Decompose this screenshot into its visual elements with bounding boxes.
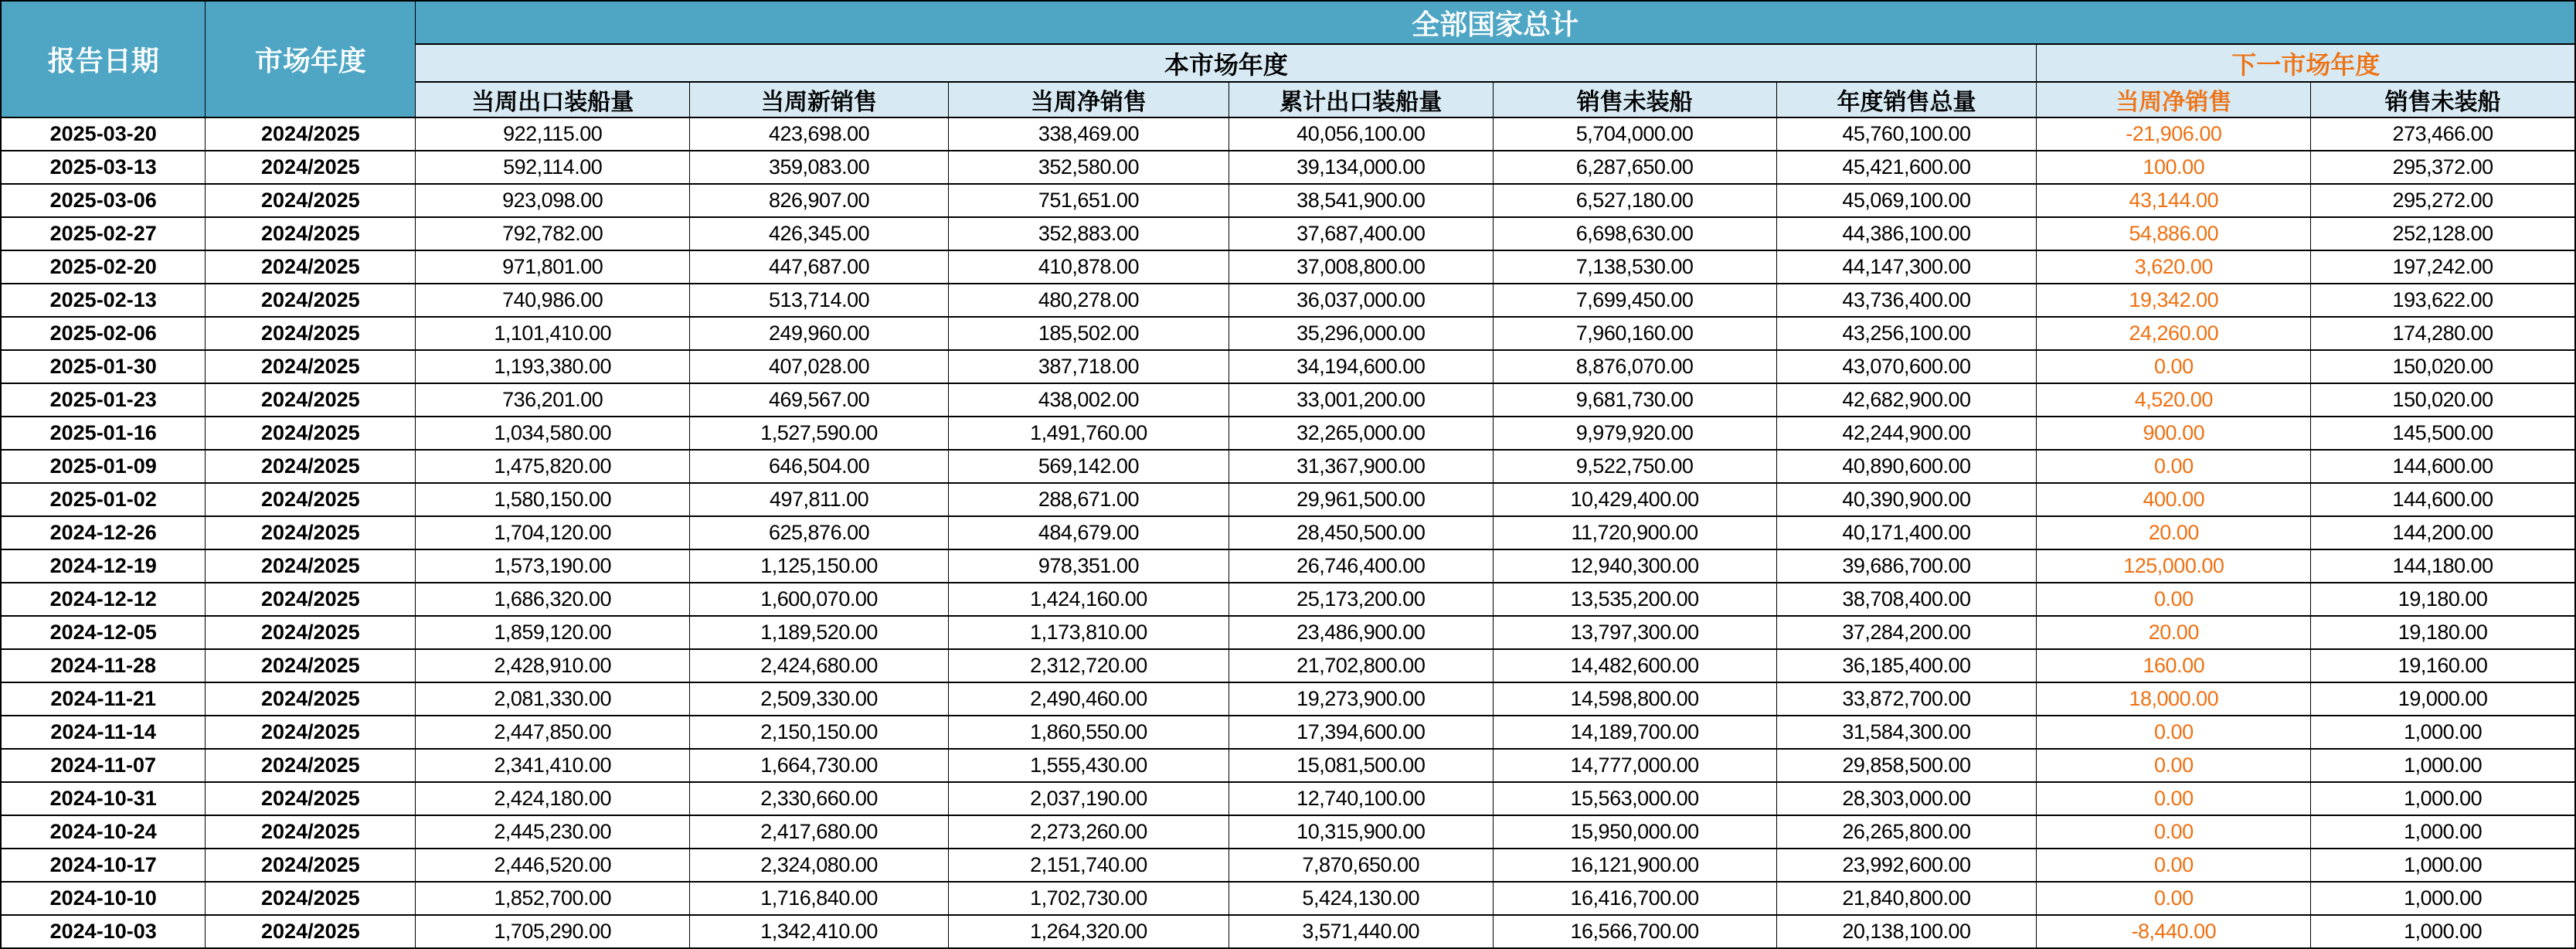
table-row <box>1 417 2575 450</box>
cell-value: 26,746,400.00 <box>1229 549 1493 583</box>
cell-value: 44,147,300.00 <box>1776 250 2037 284</box>
table-header <box>1 1 2575 117</box>
cell-market-year: 2024/2025 <box>206 649 416 682</box>
cell-value: 7,138,530.00 <box>1493 250 1776 284</box>
cell-report-date: 2024-12-12 <box>1 583 206 616</box>
table-row <box>1 583 2575 616</box>
cell-value: 145,500.00 <box>2311 417 2575 450</box>
cell-value: 1,860,550.00 <box>948 716 1229 749</box>
cell-value: 15,081,500.00 <box>1229 749 1493 782</box>
table-row <box>1 749 2575 782</box>
cell-value: 410,878.00 <box>948 250 1229 284</box>
cell-value: 19,342.00 <box>2037 284 2311 317</box>
cell-value: 14,482,600.00 <box>1493 649 1776 682</box>
cell-value: 34,194,600.00 <box>1229 350 1493 383</box>
cell-market-year: 2024/2025 <box>206 217 416 250</box>
cell-value: 1,000.00 <box>2311 716 2575 749</box>
cell-value: 6,287,650.00 <box>1493 151 1776 184</box>
cell-value: 1,125,150.00 <box>690 549 949 583</box>
cell-value: 16,121,900.00 <box>1493 849 1776 882</box>
cell-report-date: 2025-03-20 <box>1 117 206 151</box>
cell-market-year: 2024/2025 <box>206 450 416 483</box>
cell-value: 1,716,840.00 <box>690 882 949 915</box>
cell-value: 25,173,200.00 <box>1229 583 1493 616</box>
cell-value: 922,115.00 <box>416 117 690 151</box>
table-body <box>1 117 2575 948</box>
cell-value: 20,138,100.00 <box>1776 915 2037 948</box>
cell-value: 2,509,330.00 <box>690 682 949 716</box>
cell-value: 359,083.00 <box>690 151 949 184</box>
cell-report-date: 2025-01-23 <box>1 383 206 417</box>
cell-value: 19,180.00 <box>2311 583 2575 616</box>
header-report-date: 报告日期 <box>1 1 206 117</box>
cell-value: 1,555,430.00 <box>948 749 1229 782</box>
cell-value: 497,811.00 <box>690 483 949 516</box>
cell-market-year: 2024/2025 <box>206 583 416 616</box>
cell-value: 28,303,000.00 <box>1776 782 2037 815</box>
cell-market-year: 2024/2025 <box>206 749 416 782</box>
cell-value: 19,000.00 <box>2311 682 2575 716</box>
table-row <box>1 284 2575 317</box>
cell-value: 0.00 <box>2037 450 2311 483</box>
cell-value: 4,520.00 <box>2037 383 2311 417</box>
cell-value: 37,687,400.00 <box>1229 217 1493 250</box>
cell-value: 1,600,070.00 <box>690 583 949 616</box>
cell-value: 11,720,900.00 <box>1493 516 1776 549</box>
cell-market-year: 2024/2025 <box>206 815 416 849</box>
cell-value: 9,522,750.00 <box>1493 450 1776 483</box>
cell-value: 978,351.00 <box>948 549 1229 583</box>
cell-value: 9,681,730.00 <box>1493 383 1776 417</box>
cell-value: 295,272.00 <box>2311 184 2575 217</box>
cell-value: 2,312,720.00 <box>948 649 1229 682</box>
cell-value: 1,000.00 <box>2311 782 2575 815</box>
cell-value: 252,128.00 <box>2311 217 2575 250</box>
cell-report-date: 2024-10-24 <box>1 815 206 849</box>
cell-report-date: 2025-02-20 <box>1 250 206 284</box>
cell-value: 23,486,900.00 <box>1229 616 1493 649</box>
table-row <box>1 616 2575 649</box>
cell-market-year: 2024/2025 <box>206 516 416 549</box>
cell-value: 0.00 <box>2037 749 2311 782</box>
cell-value: 20.00 <box>2037 516 2311 549</box>
cell-value: 6,698,630.00 <box>1493 217 1776 250</box>
cell-value: 1,527,590.00 <box>690 417 949 450</box>
cell-value: 469,567.00 <box>690 383 949 417</box>
cell-value: 1,424,160.00 <box>948 583 1229 616</box>
cell-value: 2,446,520.00 <box>416 849 690 882</box>
cell-market-year: 2024/2025 <box>206 250 416 284</box>
cell-value: 35,296,000.00 <box>1229 317 1493 350</box>
cell-value: 45,421,600.00 <box>1776 151 2037 184</box>
cell-value: 513,714.00 <box>690 284 949 317</box>
cell-value: 16,416,700.00 <box>1493 882 1776 915</box>
cell-value: 1,034,580.00 <box>416 417 690 450</box>
cell-value: 42,244,900.00 <box>1776 417 2037 450</box>
cell-value: 38,541,900.00 <box>1229 184 1493 217</box>
cell-value: 193,622.00 <box>2311 284 2575 317</box>
table-row <box>1 350 2575 383</box>
cell-value: 12,940,300.00 <box>1493 549 1776 583</box>
table-row <box>1 815 2575 849</box>
cell-report-date: 2024-10-31 <box>1 782 206 815</box>
cell-value: 2,273,260.00 <box>948 815 1229 849</box>
cell-market-year: 2024/2025 <box>206 284 416 317</box>
cell-value: 14,598,800.00 <box>1493 682 1776 716</box>
cell-value: 592,114.00 <box>416 151 690 184</box>
cell-value: 31,584,300.00 <box>1776 716 2037 749</box>
cell-value: 1,702,730.00 <box>948 882 1229 915</box>
cell-value: 3,571,440.00 <box>1229 915 1493 948</box>
cell-value: 2,417,680.00 <box>690 815 949 849</box>
cell-report-date: 2024-11-21 <box>1 682 206 716</box>
cell-value: 33,872,700.00 <box>1776 682 2037 716</box>
cell-report-date: 2025-01-02 <box>1 483 206 516</box>
cell-value: 288,671.00 <box>948 483 1229 516</box>
cell-report-date: 2024-10-17 <box>1 849 206 882</box>
cell-value: 387,718.00 <box>948 350 1229 383</box>
cell-value: 2,447,850.00 <box>416 716 690 749</box>
cell-value: 29,961,500.00 <box>1229 483 1493 516</box>
cell-value: 20.00 <box>2037 616 2311 649</box>
cell-value: 792,782.00 <box>416 217 690 250</box>
table-row <box>1 317 2575 350</box>
cell-value: 43,144.00 <box>2037 184 2311 217</box>
cell-market-year: 2024/2025 <box>206 483 416 516</box>
table-row <box>1 849 2575 882</box>
cell-value: 23,992,600.00 <box>1776 849 2037 882</box>
cell-value: 338,469.00 <box>948 117 1229 151</box>
cell-value: 352,580.00 <box>948 151 1229 184</box>
cell-market-year: 2024/2025 <box>206 682 416 716</box>
cell-value: 9,979,920.00 <box>1493 417 1776 450</box>
cell-value: 37,284,200.00 <box>1776 616 2037 649</box>
cell-value: 19,273,900.00 <box>1229 682 1493 716</box>
header-row-top <box>1 1 2575 44</box>
cell-value: 39,134,000.00 <box>1229 151 1493 184</box>
table-row <box>1 184 2575 217</box>
cell-value: 2,037,190.00 <box>948 782 1229 815</box>
cell-value: 36,185,400.00 <box>1776 649 2037 682</box>
cell-value: 646,504.00 <box>690 450 949 483</box>
cell-value: 197,242.00 <box>2311 250 2575 284</box>
cell-market-year: 2024/2025 <box>206 151 416 184</box>
cell-value: 423,698.00 <box>690 117 949 151</box>
cell-value: 185,502.00 <box>948 317 1229 350</box>
cell-value: 26,265,800.00 <box>1776 815 2037 849</box>
header-group-current-market-year: 本市场年度 <box>416 44 2037 82</box>
cell-value: 10,315,900.00 <box>1229 815 1493 849</box>
cell-value: 44,386,100.00 <box>1776 217 2037 250</box>
table-row <box>1 151 2575 184</box>
cell-value: 3,620.00 <box>2037 250 2311 284</box>
cell-value: 1,000.00 <box>2311 915 2575 948</box>
cell-value: 1,101,410.00 <box>416 317 690 350</box>
cell-value: 1,664,730.00 <box>690 749 949 782</box>
cell-value: 0.00 <box>2037 583 2311 616</box>
cell-value: 2,081,330.00 <box>416 682 690 716</box>
cell-report-date: 2024-11-14 <box>1 716 206 749</box>
cell-report-date: 2024-10-10 <box>1 882 206 915</box>
cell-value: 295,372.00 <box>2311 151 2575 184</box>
cell-value: 1,173,810.00 <box>948 616 1229 649</box>
cell-value: 54,886.00 <box>2037 217 2311 250</box>
cell-value: 144,180.00 <box>2311 549 2575 583</box>
cell-value: 144,600.00 <box>2311 483 2575 516</box>
table-row <box>1 915 2575 948</box>
table-row <box>1 549 2575 583</box>
cell-value: 0.00 <box>2037 350 2311 383</box>
cell-value: 144,600.00 <box>2311 450 2575 483</box>
cell-value: 32,265,000.00 <box>1229 417 1493 450</box>
table-row <box>1 250 2575 284</box>
cell-value: 923,098.00 <box>416 184 690 217</box>
cell-value: 0.00 <box>2037 815 2311 849</box>
cell-value: 7,960,160.00 <box>1493 317 1776 350</box>
cell-value: 736,201.00 <box>416 383 690 417</box>
cell-value: 1,189,520.00 <box>690 616 949 649</box>
cell-market-year: 2024/2025 <box>206 117 416 151</box>
cell-value: 6,527,180.00 <box>1493 184 1776 217</box>
cell-value: 13,535,200.00 <box>1493 583 1776 616</box>
cell-value: 0.00 <box>2037 849 2311 882</box>
cell-value: 249,960.00 <box>690 317 949 350</box>
cell-value: 751,651.00 <box>948 184 1229 217</box>
cell-value: 24,260.00 <box>2037 317 2311 350</box>
cell-value: 447,687.00 <box>690 250 949 284</box>
header-weekly-gross-new-sales: 当周新销售 <box>690 82 949 117</box>
table-row <box>1 117 2575 151</box>
cell-value: 12,740,100.00 <box>1229 782 1493 815</box>
cell-value: 2,330,660.00 <box>690 782 949 815</box>
cell-report-date: 2025-02-27 <box>1 217 206 250</box>
cell-value: 1,573,190.00 <box>416 549 690 583</box>
cell-value: 36,037,000.00 <box>1229 284 1493 317</box>
header-group-all-countries: 全部国家总计 <box>416 1 2575 44</box>
cell-value: 0.00 <box>2037 882 2311 915</box>
cell-value: 400.00 <box>2037 483 2311 516</box>
cell-value: 1,000.00 <box>2311 882 2575 915</box>
cell-value: 352,883.00 <box>948 217 1229 250</box>
cell-value: 1,264,320.00 <box>948 915 1229 948</box>
table-row <box>1 716 2575 749</box>
cell-value: 1,705,290.00 <box>416 915 690 948</box>
cell-value: 826,907.00 <box>690 184 949 217</box>
cell-report-date: 2025-03-13 <box>1 151 206 184</box>
cell-report-date: 2025-02-06 <box>1 317 206 350</box>
header-weekly-net-sales: 当周净销售 <box>948 82 1229 117</box>
table-row <box>1 217 2575 250</box>
cell-value: 14,777,000.00 <box>1493 749 1776 782</box>
cell-value: 19,160.00 <box>2311 649 2575 682</box>
cell-value: 1,342,410.00 <box>690 915 949 948</box>
cell-value: 569,142.00 <box>948 450 1229 483</box>
cell-value: 2,424,180.00 <box>416 782 690 815</box>
cell-value: 31,367,900.00 <box>1229 450 1493 483</box>
cell-value: 1,704,120.00 <box>416 516 690 549</box>
header-next-my-weekly-net-sales: 当周净销售 <box>2037 82 2311 117</box>
cell-value: 1,580,150.00 <box>416 483 690 516</box>
cell-value: 2,151,740.00 <box>948 849 1229 882</box>
cell-value: 971,801.00 <box>416 250 690 284</box>
cell-value: 740,986.00 <box>416 284 690 317</box>
cell-value: 2,490,460.00 <box>948 682 1229 716</box>
cell-market-year: 2024/2025 <box>206 383 416 417</box>
cell-value: -21,906.00 <box>2037 117 2311 151</box>
table-row <box>1 516 2575 549</box>
cell-report-date: 2025-01-09 <box>1 450 206 483</box>
cell-value: 33,001,200.00 <box>1229 383 1493 417</box>
cell-value: 484,679.00 <box>948 516 1229 549</box>
cell-value: 40,390,900.00 <box>1776 483 2037 516</box>
cell-value: 273,466.00 <box>2311 117 2575 151</box>
table-row <box>1 649 2575 682</box>
cell-value: 2,150,150.00 <box>690 716 949 749</box>
cell-value: 407,028.00 <box>690 350 949 383</box>
cell-value: 21,840,800.00 <box>1776 882 2037 915</box>
cell-report-date: 2024-11-07 <box>1 749 206 782</box>
table-row <box>1 450 2575 483</box>
cell-value: 1,491,760.00 <box>948 417 1229 450</box>
cell-market-year: 2024/2025 <box>206 549 416 583</box>
cell-market-year: 2024/2025 <box>206 716 416 749</box>
cell-value: 45,069,100.00 <box>1776 184 2037 217</box>
cell-value: 480,278.00 <box>948 284 1229 317</box>
cell-value: 17,394,600.00 <box>1229 716 1493 749</box>
header-group-next-market-year: 下一市场年度 <box>2037 44 2575 82</box>
cell-value: 160.00 <box>2037 649 2311 682</box>
table-row <box>1 383 2575 417</box>
cell-value: 1,000.00 <box>2311 815 2575 849</box>
cell-value: 100.00 <box>2037 151 2311 184</box>
cell-value: 18,000.00 <box>2037 682 2311 716</box>
cell-value: 174,280.00 <box>2311 317 2575 350</box>
cell-market-year: 2024/2025 <box>206 882 416 915</box>
header-outstanding-sales: 销售未装船 <box>1493 82 1776 117</box>
cell-report-date: 2025-02-13 <box>1 284 206 317</box>
cell-value: 40,171,400.00 <box>1776 516 2037 549</box>
cell-value: 21,702,800.00 <box>1229 649 1493 682</box>
cell-value: 125,000.00 <box>2037 549 2311 583</box>
cell-value: 1,000.00 <box>2311 749 2575 782</box>
cell-value: 38,708,400.00 <box>1776 583 2037 616</box>
cell-value: 150,020.00 <box>2311 383 2575 417</box>
cell-value: 2,445,230.00 <box>416 815 690 849</box>
cell-value: 144,200.00 <box>2311 516 2575 549</box>
table-row <box>1 483 2575 516</box>
cell-value: 13,797,300.00 <box>1493 616 1776 649</box>
cell-market-year: 2024/2025 <box>206 350 416 383</box>
cell-value: 2,428,910.00 <box>416 649 690 682</box>
cell-value: 625,876.00 <box>690 516 949 549</box>
cell-value: 29,858,500.00 <box>1776 749 2037 782</box>
cell-value: 43,256,100.00 <box>1776 317 2037 350</box>
cell-value: 1,859,120.00 <box>416 616 690 649</box>
header-weekly-exports: 当周出口装船量 <box>416 82 690 117</box>
cell-value: 5,424,130.00 <box>1229 882 1493 915</box>
cell-value: 0.00 <box>2037 716 2311 749</box>
cell-report-date: 2024-12-26 <box>1 516 206 549</box>
cell-report-date: 2025-01-30 <box>1 350 206 383</box>
cell-value: 5,704,000.00 <box>1493 117 1776 151</box>
cell-value: 150,020.00 <box>2311 350 2575 383</box>
header-accumulated-exports: 累计出口装船量 <box>1229 82 1493 117</box>
cell-value: 438,002.00 <box>948 383 1229 417</box>
cell-report-date: 2025-03-06 <box>1 184 206 217</box>
cell-value: 43,736,400.00 <box>1776 284 2037 317</box>
cell-report-date: 2025-01-16 <box>1 417 206 450</box>
cell-value: 1,000.00 <box>2311 849 2575 882</box>
cell-value: 28,450,500.00 <box>1229 516 1493 549</box>
table-row <box>1 882 2575 915</box>
cell-market-year: 2024/2025 <box>206 417 416 450</box>
cell-value: 1,475,820.00 <box>416 450 690 483</box>
cell-value: 8,876,070.00 <box>1493 350 1776 383</box>
table-row <box>1 682 2575 716</box>
cell-report-date: 2024-12-19 <box>1 549 206 583</box>
cell-value: 1,193,380.00 <box>416 350 690 383</box>
cell-value: 40,890,600.00 <box>1776 450 2037 483</box>
cell-value: 19,180.00 <box>2311 616 2575 649</box>
header-next-my-outstanding-sales: 销售未装船 <box>2311 82 2575 117</box>
cell-value: 39,686,700.00 <box>1776 549 2037 583</box>
cell-report-date: 2024-11-28 <box>1 649 206 682</box>
cell-value: 7,870,650.00 <box>1229 849 1493 882</box>
cell-market-year: 2024/2025 <box>206 616 416 649</box>
cell-value: 0.00 <box>2037 782 2311 815</box>
cell-market-year: 2024/2025 <box>206 317 416 350</box>
cell-value: 14,189,700.00 <box>1493 716 1776 749</box>
cell-market-year: 2024/2025 <box>206 782 416 815</box>
cell-report-date: 2024-12-05 <box>1 616 206 649</box>
cell-value: 1,686,320.00 <box>416 583 690 616</box>
cell-market-year: 2024/2025 <box>206 849 416 882</box>
header-total-commitments: 年度销售总量 <box>1776 82 2037 117</box>
cell-value: 900.00 <box>2037 417 2311 450</box>
cell-value: 7,699,450.00 <box>1493 284 1776 317</box>
cell-value: 2,341,410.00 <box>416 749 690 782</box>
cell-value: 15,563,000.00 <box>1493 782 1776 815</box>
cell-value: 37,008,800.00 <box>1229 250 1493 284</box>
table-row <box>1 782 2575 815</box>
cell-value: 10,429,400.00 <box>1493 483 1776 516</box>
header-market-year: 市场年度 <box>206 1 416 117</box>
cell-value: 15,950,000.00 <box>1493 815 1776 849</box>
cell-report-date: 2024-10-03 <box>1 915 206 948</box>
cell-value: 1,852,700.00 <box>416 882 690 915</box>
cell-value: -8,440.00 <box>2037 915 2311 948</box>
cell-value: 16,566,700.00 <box>1493 915 1776 948</box>
cell-market-year: 2024/2025 <box>206 184 416 217</box>
cell-value: 40,056,100.00 <box>1229 117 1493 151</box>
cell-value: 426,345.00 <box>690 217 949 250</box>
cell-value: 43,070,600.00 <box>1776 350 2037 383</box>
cell-market-year: 2024/2025 <box>206 915 416 948</box>
cell-value: 45,760,100.00 <box>1776 117 2037 151</box>
cell-value: 2,424,680.00 <box>690 649 949 682</box>
cell-value: 42,682,900.00 <box>1776 383 2037 417</box>
cell-value: 2,324,080.00 <box>690 849 949 882</box>
